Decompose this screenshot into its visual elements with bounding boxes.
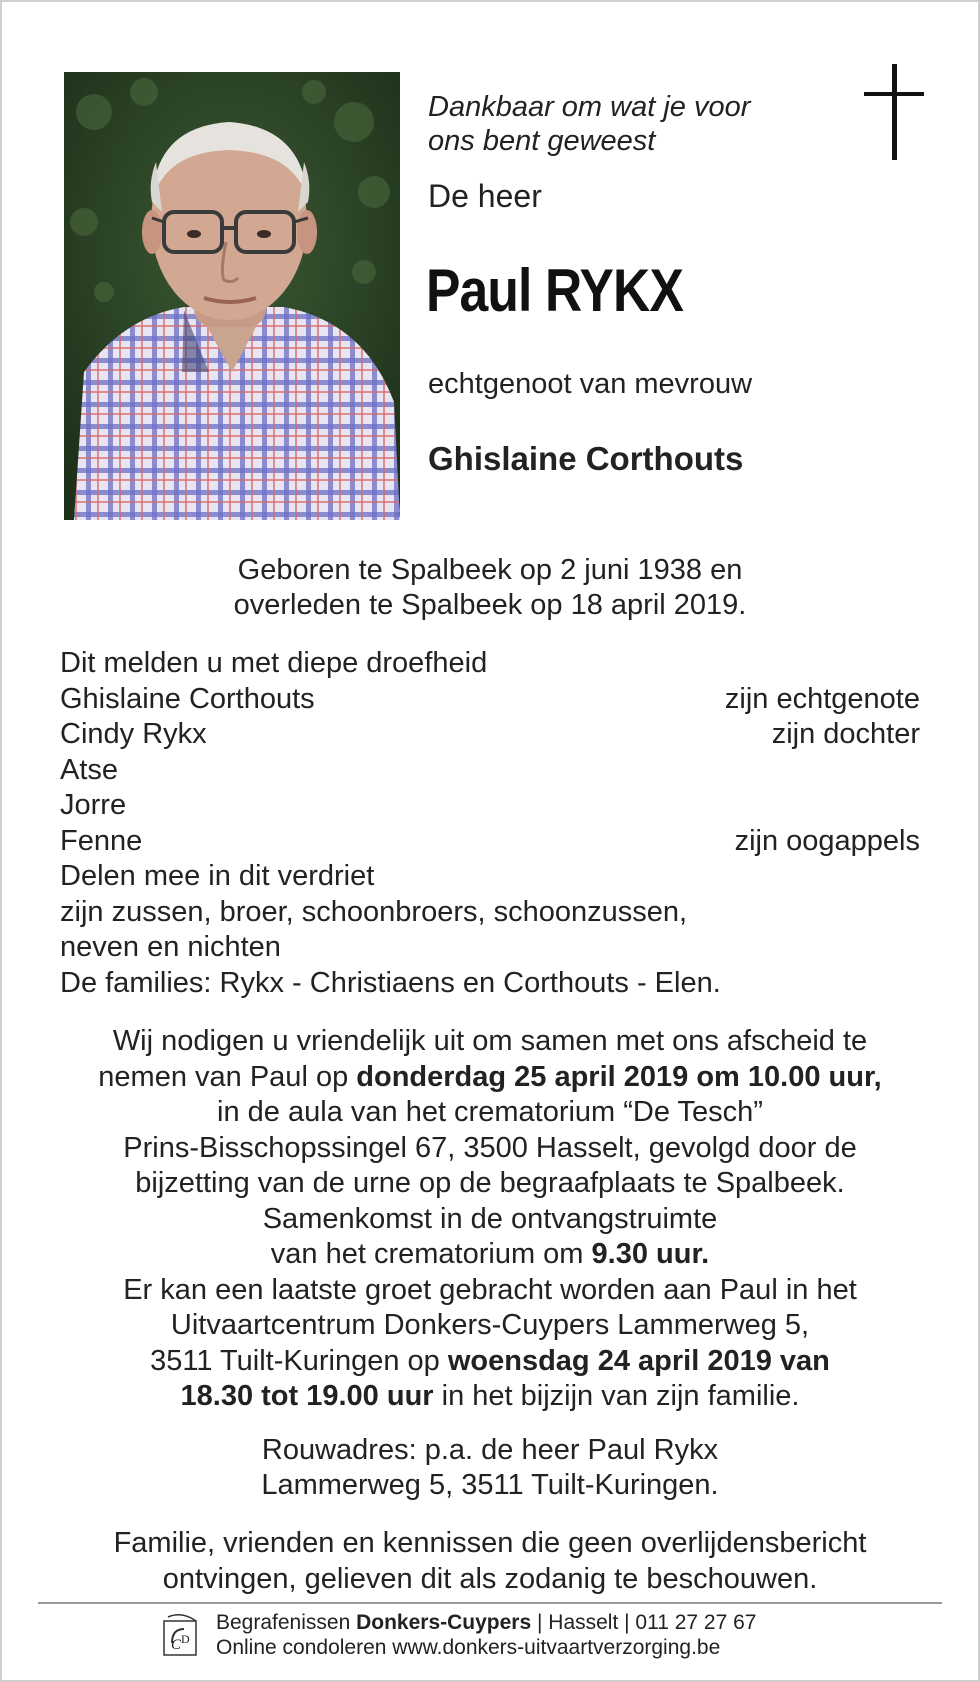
family-member: Atse (60, 753, 119, 786)
gathering-time: 9.30 uur. (591, 1238, 710, 1270)
ceremony-text: Er kan een laatste groet gebracht worden aan Paul in het (123, 1273, 857, 1306)
funeral-home-footer (216, 1610, 757, 1660)
address-line: Rouwadres: p.a. de heer Paul Rykx (261, 1434, 719, 1466)
ceremony-text: 3511 Tuilt-Kuringen op (150, 1344, 448, 1377)
mourning-address (2, 1433, 978, 1503)
funeral-home-name: Donkers-Cuypers (356, 1611, 532, 1634)
ceremony-text: in de aula van het crematorium “De Tesch” (217, 1096, 763, 1128)
family-member: zijn zussen, broer, schoonbroers, schoonzussen, (60, 895, 688, 928)
ceremony-date-time: donderdag 25 april 2019 om 10.00 uur, (356, 1060, 882, 1093)
motto-line: Dankbaar om wat je voor (428, 91, 751, 123)
svg-text:D: D (181, 1632, 190, 1646)
ceremony-details (2, 1024, 978, 1415)
notice-line: ontvingen, gelieven dit als zodanig te beschouwen. (162, 1563, 818, 1595)
list-item (60, 788, 920, 824)
deceased-name: Paul RYKX (426, 257, 684, 324)
list-item (60, 859, 920, 895)
list-item (60, 753, 920, 789)
ceremony-text: bijzetting van de urne op de begraafplaats te Spalbeek. (135, 1167, 845, 1199)
ceremony-line (2, 1024, 978, 1060)
motto-line: ons bent geweest (428, 125, 656, 157)
ceremony-text: van het crematorium om (270, 1238, 592, 1270)
family-member: Jorre (60, 789, 127, 821)
spouse-name: Ghislaine Corthouts (428, 440, 744, 477)
footer-online: Online condoleren www.donkers-uitvaartverzorging.be (216, 1636, 721, 1659)
footer-divider (38, 1602, 942, 1604)
list-item (60, 682, 920, 718)
birth-line: Geboren te Spalbeek op 2 juni 1938 en (237, 554, 743, 586)
latin-cross-icon (864, 64, 924, 160)
visitation-time: 18.30 tot 19.00 uur (180, 1380, 434, 1412)
motto (428, 90, 808, 158)
family-relation: zijn dochter (771, 718, 920, 750)
salutation: De heer (428, 178, 542, 214)
family-member: Fenne (60, 824, 143, 857)
ceremony-line (2, 1308, 978, 1344)
family-member: Delen mee in dit verdriet (60, 860, 375, 892)
spouse-intro: echtgenoot van mevrouw (428, 368, 753, 400)
closing-notice (2, 1525, 978, 1597)
ceremony-text: Uitvaartcentrum Donkers-Cuypers Lammerweg 5, (170, 1309, 810, 1341)
family-member: Dit melden u met diepe droefheid (60, 647, 488, 679)
ceremony-line (2, 1273, 978, 1309)
list-item (60, 930, 920, 966)
ceremony-text: nemen van Paul op (98, 1060, 357, 1093)
family-relation: zijn oogappels (734, 824, 920, 857)
list-item (60, 966, 920, 1002)
ceremony-text: in het bijzijn van zijn familie. (433, 1380, 800, 1412)
footer-contact (216, 1610, 757, 1635)
portrait-photo (64, 72, 400, 520)
family-relation: zijn echtgenote (724, 682, 920, 715)
notice-line: Familie, vrienden en kennissen die geen overlijdensbericht (113, 1527, 867, 1559)
ceremony-line (2, 1095, 978, 1131)
visitation-date: woensdag 24 april 2019 van (447, 1344, 830, 1377)
footer-text: Begrafenissen (216, 1611, 357, 1634)
footer-text: | Hasselt | 011 27 27 67 (531, 1611, 757, 1634)
address-line: Lammerweg 5, 3511 Tuilt-Kuringen. (261, 1469, 719, 1501)
ceremony-line (2, 1131, 978, 1167)
family-member: Cindy Rykx (60, 718, 207, 750)
list-item (60, 895, 920, 931)
svg-text:C: C (171, 1637, 182, 1653)
list-item (60, 646, 920, 682)
family-list (60, 646, 920, 1001)
list-item (60, 717, 920, 753)
ceremony-line (2, 1202, 978, 1238)
ceremony-line (2, 1379, 978, 1415)
ceremony-text: Wij nodigen u vriendelijk uit om samen met ons afscheid te (112, 1025, 868, 1057)
ceremony-line (2, 1237, 978, 1273)
death-line: overleden te Spalbeek op 18 april 2019. (233, 589, 747, 621)
birth-death-dates (2, 553, 978, 623)
ceremony-line (2, 1060, 978, 1096)
family-member: neven en nichten (60, 931, 281, 963)
list-item (60, 824, 920, 860)
ceremony-line (2, 1344, 978, 1380)
ceremony-line (2, 1166, 978, 1202)
family-member: Ghislaine Corthouts (60, 682, 315, 715)
dc-logo-icon (162, 1613, 200, 1657)
ceremony-text: Samenkomst in de ontvangstruimte (262, 1202, 718, 1235)
family-member: De families: Rykx - Christiaens en Corthouts - Elen. (60, 966, 721, 999)
ceremony-text: Prins-Bisschopssingel 67, 3500 Hasselt, gevolgd door de (123, 1131, 857, 1164)
